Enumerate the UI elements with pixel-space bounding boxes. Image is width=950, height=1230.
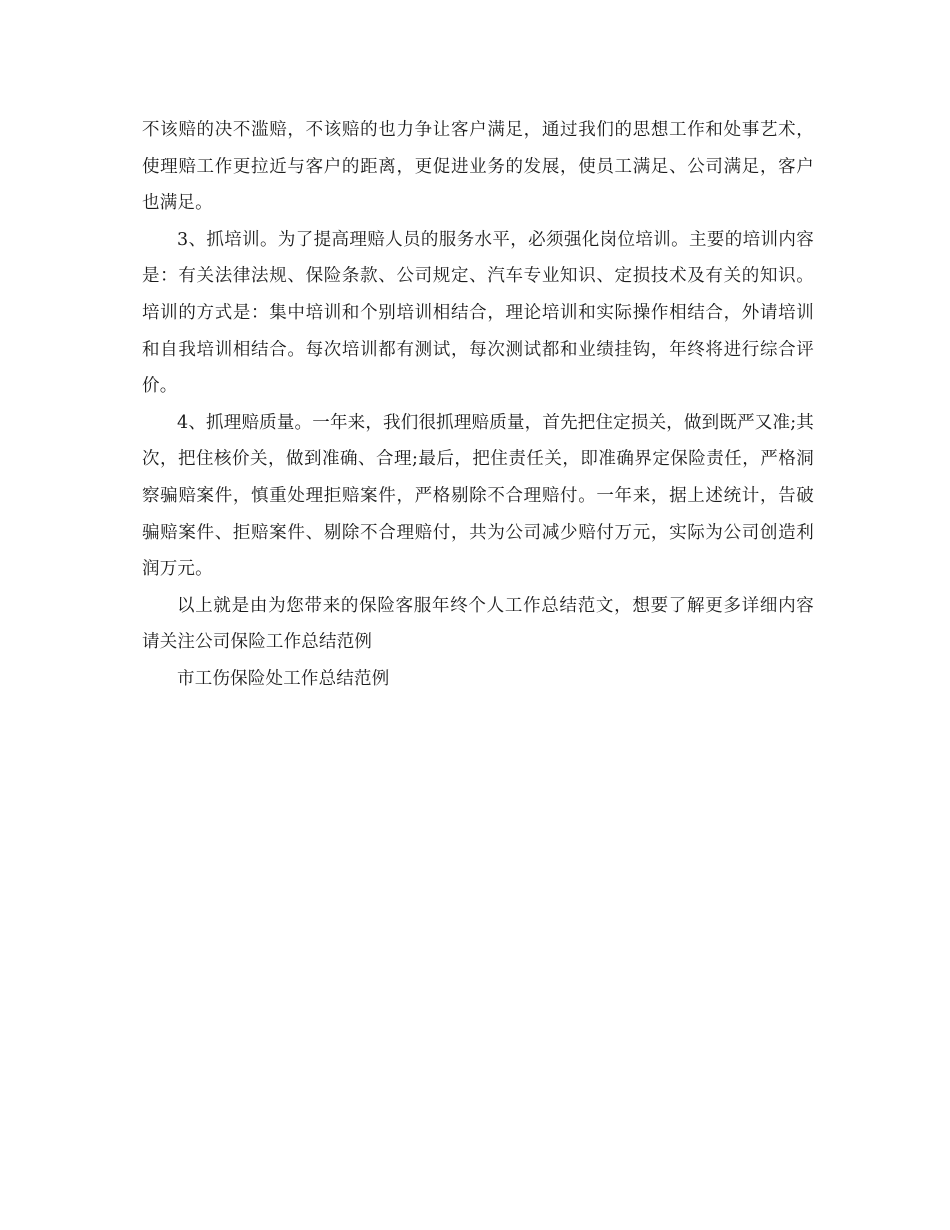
paragraph-claims-quality: 4、抓理赔质量。一年来，我们很抓理赔质量，首先把住定损关，做到既严又准;其次，把住核价关，做到准确、合理;最后，把住责任关，即准确界定保险责任，严格洞察骗赔案件，慎重处理拒赔案件，严格剔除不合理赔付。一年来，据上述统计，告破骗赔案件、拒赔案件、剔除不合理赔付，共为公司减少赔付万元，实际为公司创造利润万元。 [142, 412, 814, 580]
paragraph-intro: 不该赔的决不滥赔，不该赔的也力争让客户满足，通过我们的思想工作和处事艺术，使理赔工作更拉近与客户的距离，更促进业务的发展，使员工满足、公司满足，客户也满足。 [142, 120, 814, 214]
paragraph-training: 3、抓培训。为了提高理赔人员的服务水平，必须强化岗位培训。主要的培训内容是：有关法律法规、保险条款、公司规定、汽车专业知识、定损技术及有关的知识。培训的方式是：集中培训和个别培训相结合，理论培训和实际操作相结合，外请培训和自我培训相结合。每次培训都有测试，每次测试都和业绩挂钩，年终将进行综合评价。 [142, 229, 814, 397]
paragraph-closing: 以上就是由为您带来的保险客服年终个人工作总结范文，想要了解更多详细内容请关注公司保险工作总结范例 [142, 595, 814, 653]
paragraph-related-title: 市工伤保险处工作总结范例 [177, 668, 390, 689]
document-body [142, 112, 814, 698]
